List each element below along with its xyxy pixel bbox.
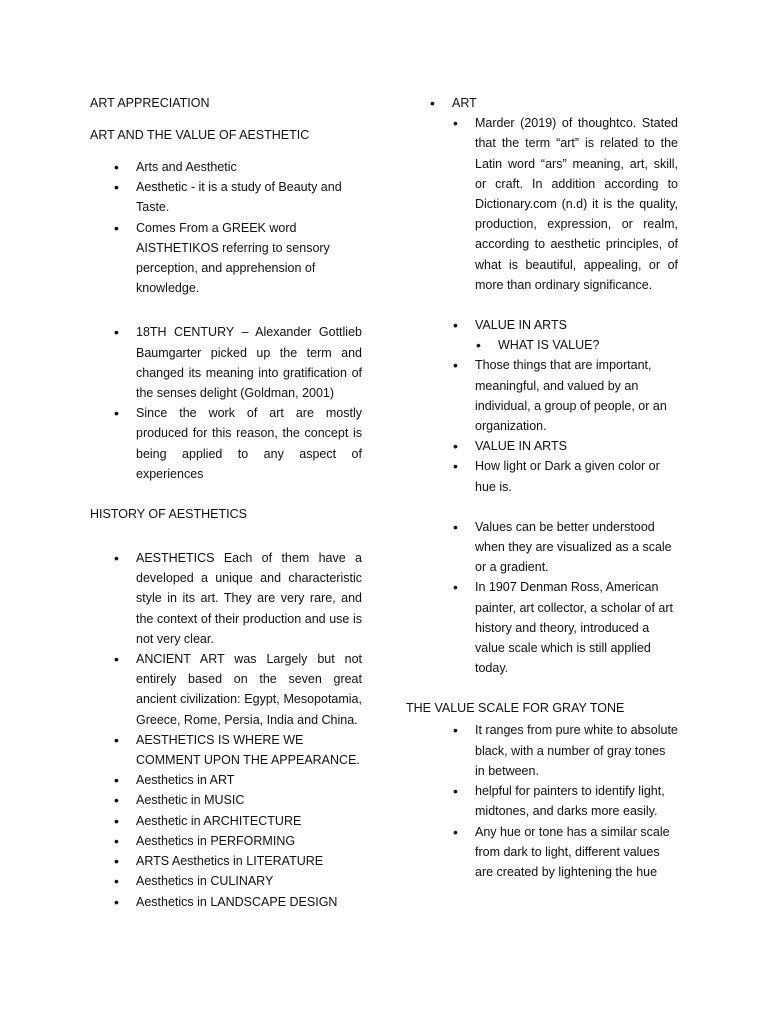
list-item: • Aesthetic in ARCHITECTURE bbox=[90, 811, 362, 831]
list-item: • Aesthetics in PERFORMING bbox=[90, 831, 362, 851]
list-item: • Aesthetics in LANDSCAPE DESIGN bbox=[90, 892, 362, 912]
list-item-value-in-arts: • VALUE IN ARTS bbox=[452, 315, 678, 335]
list-item: • Aesthetic - it is a study of Beauty and Taste. bbox=[90, 177, 362, 217]
document-title: ART APPRECIATION bbox=[90, 96, 210, 110]
list-item: • In 1907 Denman Ross, American painter, art collector, a scholar of art history and theory, introduced a value scale which is still applied today. bbox=[452, 577, 678, 678]
list-item: • Comes From a GREEK word AISTHETIKOS referring to sensory perception, and apprehension of knowledge. bbox=[90, 218, 362, 299]
list-item: • VALUE IN ARTS bbox=[452, 436, 678, 456]
art-label: • ART bbox=[406, 93, 678, 113]
list-item: • AESTHETICS Each of them have a developed a unique and characteristic style in its art. They are very rare, and the context of their production and use is not very clear. bbox=[90, 548, 362, 649]
list-item: • Aesthetics in CULINARY bbox=[90, 871, 362, 891]
list-item: • Aesthetic in MUSIC bbox=[90, 790, 362, 810]
century-list bbox=[90, 322, 362, 484]
list-item: • ARTS Aesthetics in LITERATURE bbox=[90, 851, 362, 871]
list-item: • Those things that are important, meaningful, and valued by an individual, a group of people, or an organization. bbox=[452, 355, 678, 436]
left-column bbox=[90, 93, 362, 912]
list-item: • 18TH CENTURY – Alexander Gottlieb Baumgarter picked up the term and changed its meaning into gratification of the senses delight (Goldman, 2001) bbox=[90, 322, 362, 403]
list-item: • Any hue or tone has a similar scale from dark to light, different values are created by lightening the hue bbox=[452, 822, 678, 883]
list-item: • How light or Dark a given color or hue is. bbox=[452, 456, 678, 496]
scale-list bbox=[452, 720, 678, 882]
list-item: • Values can be better understood when they are visualized as a scale or a gradient. bbox=[452, 517, 678, 578]
right-column bbox=[406, 93, 678, 882]
value-list bbox=[452, 315, 678, 497]
list-item: • helpful for painters to identify light, midtones, and darks more easily. bbox=[452, 781, 678, 821]
list-item: • Aesthetics in ART bbox=[90, 770, 362, 790]
history-list bbox=[90, 548, 362, 912]
list-item: • It ranges from pure white to absolute black, with a number of gray tones in between. bbox=[452, 720, 678, 781]
list-item: • ANCIENT ART was Largely but not entirely based on the seven great ancient civilization: Egypt, Mesopotamia, Greece, Rome, Persia, India and China. bbox=[90, 649, 362, 730]
list-item: • Since the work of art are mostly produced for this reason, the concept is being applied to any aspect of experiences bbox=[90, 403, 362, 484]
list-item-what-is-value: • WHAT IS VALUE? bbox=[475, 335, 678, 355]
list-item: • Marder (2019) of thoughtco. Stated that the term “art” is related to the Latin word “ars” meaning, art, skill, or craft. In addition according to Dictionary.com (n.d) it is the quality, production, expression, or realm, according to aesthetic principles, of what is beautiful, appealing, or of more than ordinary significance. bbox=[452, 113, 678, 295]
list-item: • Arts and Aesthetic bbox=[90, 157, 362, 177]
value-list-2 bbox=[452, 517, 678, 679]
intro-list bbox=[90, 157, 362, 298]
list-item: • AESTHETICS IS WHERE WE COMMENT UPON THE APPEARANCE. bbox=[90, 730, 362, 770]
section-heading-value-scale: THE VALUE SCALE FOR GRAY TONE bbox=[406, 701, 625, 716]
section-heading-value-of-aesthetic: ART AND THE VALUE OF AESTHETIC bbox=[90, 128, 310, 142]
art-list bbox=[452, 113, 678, 295]
section-heading-history: HISTORY OF AESTHETICS bbox=[90, 507, 247, 522]
